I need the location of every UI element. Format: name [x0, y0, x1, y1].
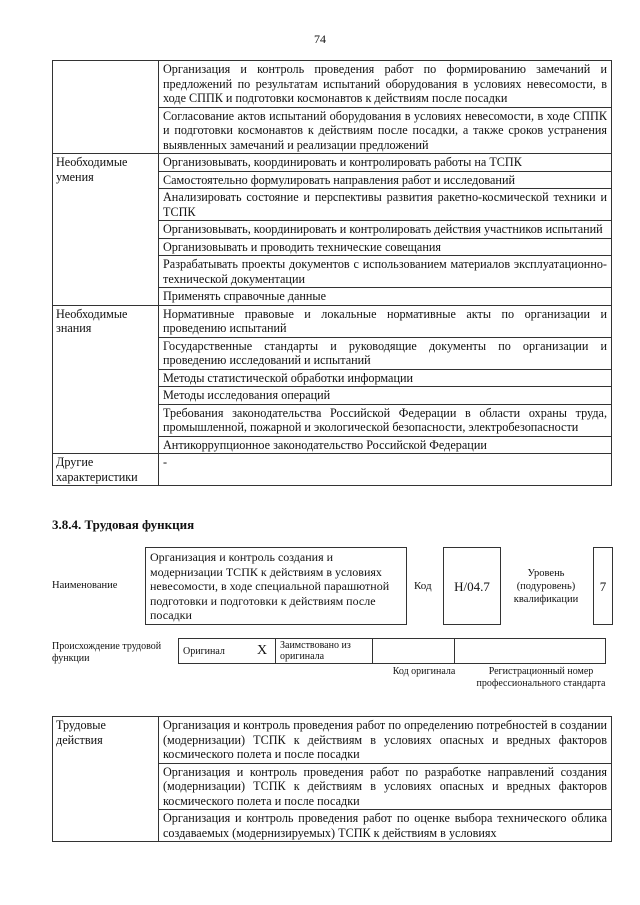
table-row — [53, 305, 612, 337]
code-value-box: Н/04.7 — [443, 547, 501, 625]
table-cell: Применять справочные данные — [159, 288, 612, 306]
table-cell: Методы статистической обработки информации — [159, 369, 612, 387]
table-cell: Организация и контроль проведения работ по определению потребностей в создании (модернизации) ТСПК к действиям в условиях опасных и вредных факторов космического полета и после посадки — [159, 717, 612, 764]
original-code-cell — [373, 639, 455, 664]
page-number: 74 — [314, 32, 326, 46]
code-label: Код — [414, 580, 432, 592]
table-cell: Организовывать, координировать и контролировать работы на ТСПК — [159, 154, 612, 172]
table-row — [179, 639, 606, 664]
section-title: 3.8.4. Трудовая функция — [52, 517, 195, 532]
table-cell: Организация и контроль проведения работ по формированию замечаний и предложений по результатам испытаний оборудования в условиях невесомости, в ходе СППК и подготовки космонавтов к действиям после посадки — [159, 61, 612, 108]
row-label-knowledge: Необходимые знания — [53, 305, 159, 454]
table-cell: Методы исследования операций — [159, 387, 612, 405]
table-row — [53, 454, 612, 486]
actions-table — [52, 716, 612, 842]
table-row — [53, 717, 612, 764]
origin-table — [178, 638, 606, 664]
table-cell: Требования законодательства Российской Федерации в области охраны труда, промышленной, пожарной и экологической безопасности, электробезопасности — [159, 404, 612, 436]
table-cell: Организовывать и проводить технические совещания — [159, 238, 612, 256]
reg-note: Регистрационный номер профессионального стандарта — [476, 666, 606, 689]
table-cell: Антикоррупционное законодательство Российской Федерации — [159, 436, 612, 454]
original-label: Оригинал — [179, 639, 250, 664]
table-cell: Государственные стандарты и руководящие документы по организации и проведению исследований и испытаний — [159, 337, 612, 369]
table-cell: Анализировать состояние и перспективы развития ракетно-космической техники и ТСПК — [159, 189, 612, 221]
level-label: Уровень (подуровень) квалификации — [513, 568, 579, 605]
level-value-box: 7 — [593, 547, 613, 625]
name-label: Наименование — [52, 580, 118, 591]
reg-number-cell — [455, 639, 606, 664]
table-cell: Организация и контроль проведения работ по оценке выбора технического облика создаваемых (модернизируемых) ТСПК к действиям в условиях — [159, 810, 612, 842]
row-label — [53, 61, 159, 154]
table-cell: Организация и контроль проведения работ по разработке направлений создания (модернизации) ТСПК к действиям в условиях опасных и вредных факторов космического полета и после посадки — [159, 763, 612, 810]
table-cell: Согласование актов испытаний оборудования в условиях невесомости, в ходе СППК и подготовки космонавтов к действиям после посадки, а также сроков устранения выявленных замечаний и реализации предложений — [159, 107, 612, 154]
table-cell: Организовывать, координировать и контролировать действия участников испытаний — [159, 221, 612, 239]
table-cell: Самостоятельно формулировать направления работ и исследований — [159, 171, 612, 189]
origin-label: Происхождение трудовой функции — [52, 641, 162, 664]
requirements-table — [52, 60, 612, 486]
table-cell: - — [159, 454, 612, 486]
row-label-other: Другие характеристики — [53, 454, 159, 486]
row-label-actions: Трудовые действия — [53, 717, 159, 842]
table-cell: Разрабатывать проекты документов с использованием материалов эксплуатационно-технической документации — [159, 256, 612, 288]
table-cell: Нормативные правовые и локальные нормативные акты по организации и проведению испытаний — [159, 305, 612, 337]
function-name-box: Организация и контроль создания и модернизации ТСПК к действиям в условиях невесомости, в ходе специальной парашютной подготовки и подготовки к действиям после посадки — [145, 547, 407, 625]
original-mark: X — [249, 639, 276, 664]
table-row — [53, 154, 612, 172]
table-row — [53, 61, 612, 108]
row-label-skills: Необходимые умения — [53, 154, 159, 306]
borrowed-label: Заимствовано из оригинала — [276, 639, 373, 664]
code-note: Код оригинала — [392, 666, 456, 677]
